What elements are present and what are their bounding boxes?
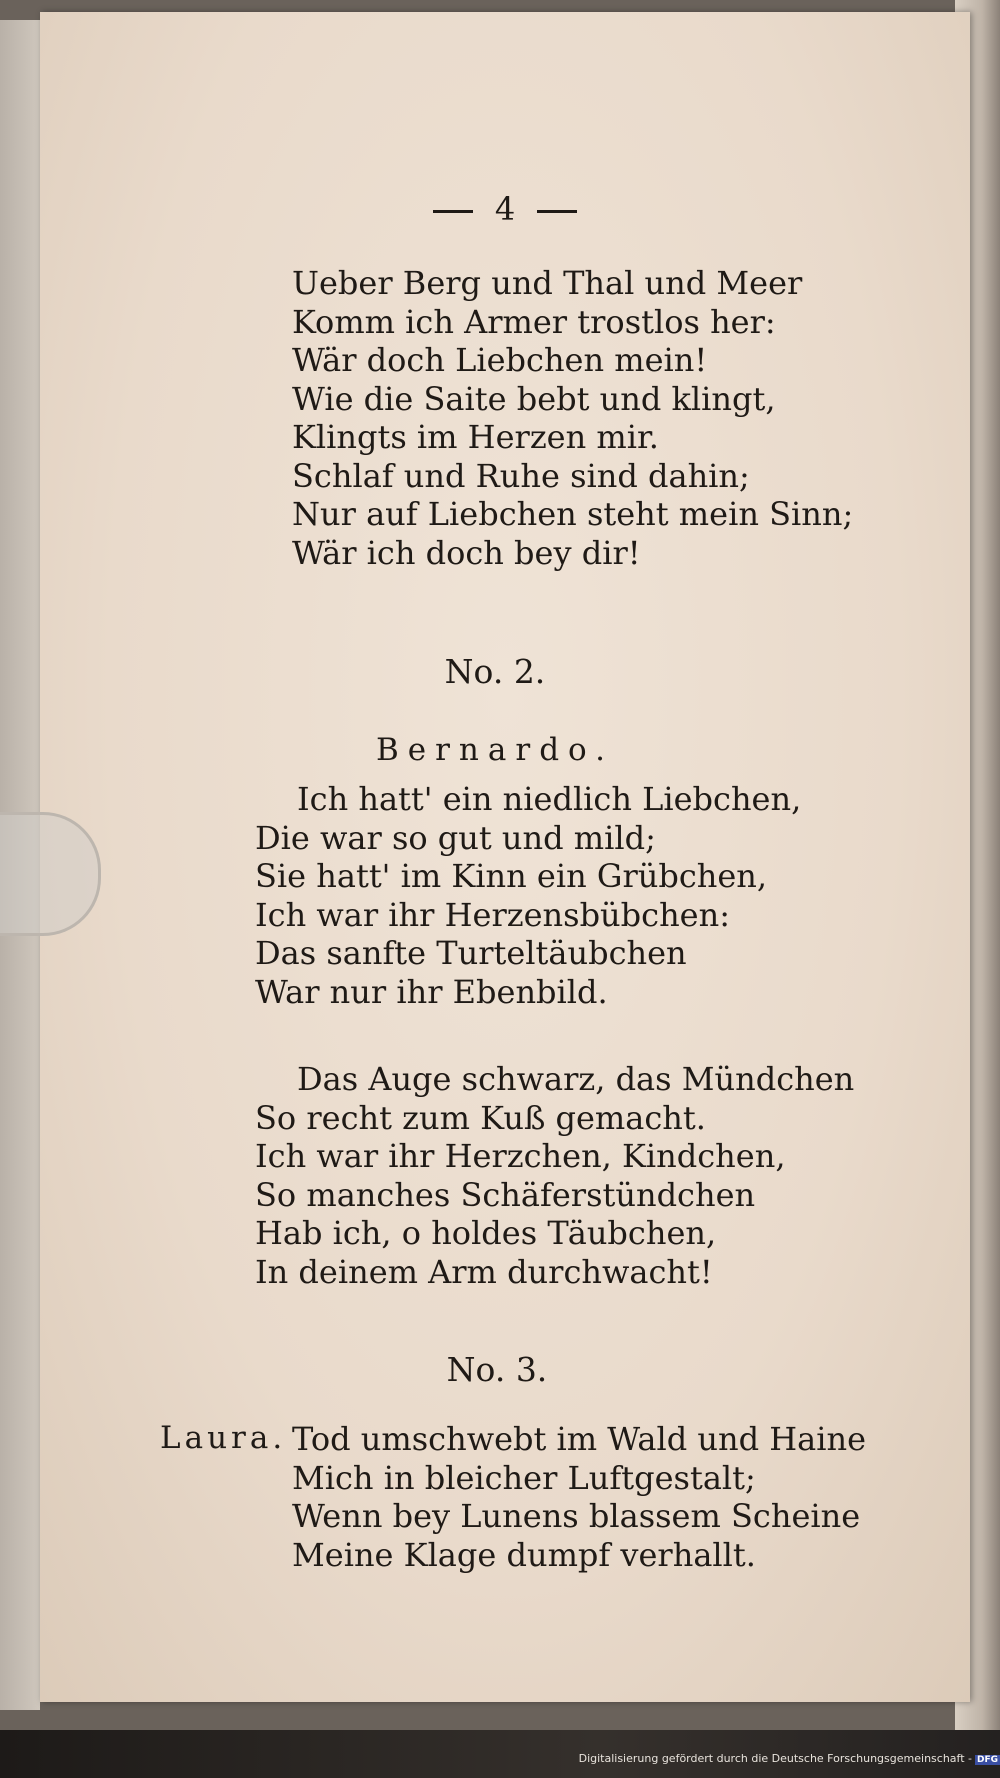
verse-line: Ich hatt' ein niedlich Liebchen, [297,780,802,818]
verse-line: Hab ich, o holdes Täubchen, [255,1214,717,1252]
verse-line: Klingts im Herzen mir. [292,418,659,456]
verse-line: Ich war ihr Herzensbübchen: [255,895,730,934]
song-3-speaker: Laura. [160,1420,287,1456]
verse-line: So manches Schäferstündchen [255,1175,756,1214]
verse-line: Komm ich Armer trostlos her: [292,302,776,341]
verse-line: Wie die Saite bebt und klingt, [292,379,776,418]
verse-line: Wenn bey Lunens blassem Scheine [292,1497,861,1535]
verse-line: Sie hatt' im Kinn ein Grübchen, [255,857,768,895]
verse-line: Nur auf Liebchen steht mein Sinn; [292,495,854,533]
verse-line: Ich war ihr Herzchen, Kindchen, [255,1137,786,1175]
digitization-credit [0,1752,1000,1765]
verse-line: Mich in bleicher Luftgestalt; [292,1458,756,1497]
song-2-stanza-2 [255,1060,854,1291]
verse-line: Meine Klage dumpf verhallt. [292,1535,756,1574]
verse-line: Wär doch Liebchen mein! [292,341,708,379]
verse-line: Schlaf und Ruhe sind dahin; [292,456,750,495]
verse-line: Tod umschwebt im Wald und Haine [292,1420,866,1458]
book-page [40,12,970,1702]
verse-line: Ueber Berg und Thal und Meer [292,264,803,302]
song-3-number: No. 3. [446,1350,548,1389]
page-number-text: 4 [494,190,516,228]
verse-line: War nur ihr Ebenbild. [255,972,608,1011]
verse-line: Das sanfte Turteltäubchen [255,934,687,972]
song-3-stanza-1 [292,1420,866,1574]
verse-line: So recht zum Kuß gemacht. [255,1098,706,1137]
credit-text: Digitalisierung gefördert durch die Deutsche Forschungsgemeinschaft - [578,1752,972,1765]
song-2-number: No. 2. [444,652,546,691]
stanza-1 [292,264,853,572]
dash-right [537,210,577,213]
song-2-stanza-1 [255,780,801,1011]
dfg-logo-icon: DFG [976,1755,998,1765]
page-number [40,190,970,228]
verse-line: In deinem Arm durchwacht! [255,1252,713,1291]
verse-line: Wär ich doch bey dir! [292,533,641,572]
verse-line: Die war so gut und mild; [255,818,656,857]
dash-left [433,210,473,213]
song-2-title: Bernardo. [375,732,615,768]
verse-line: Das Auge schwarz, das Mündchen [297,1060,855,1098]
